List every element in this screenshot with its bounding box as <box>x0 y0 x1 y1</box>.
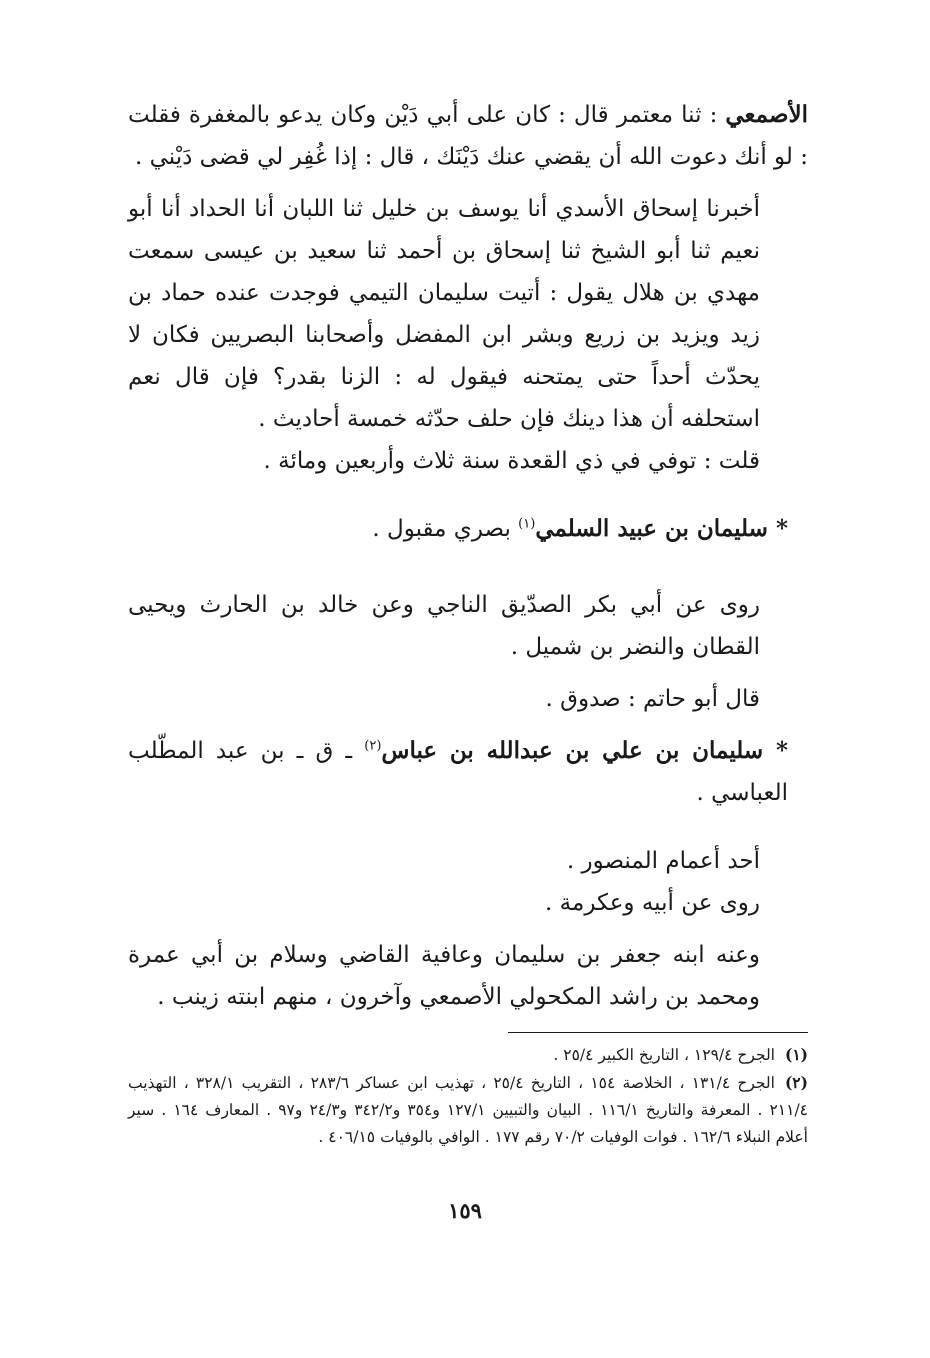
paragraph-uncle: أحد أعمام المنصور . <box>566 848 760 874</box>
entry-heading-sulayman-ali <box>128 730 808 814</box>
paragraph-lead-name: الأصمعي <box>725 101 808 128</box>
paragraph-narrated-from-father: روى عن أبيه وعكرمة . <box>545 890 760 916</box>
paragraph-isnad: أخبرنا إسحاق الأسدي أنا يوسف بن خليل ثنا اللبان أنا الحداد أنا أبو نعيم ثنا أبو الشيخ ثنا إسحاق بن أحمد ثنا سعيد بن عيسى سمعت مهدي بن هلال يقول : أتيت سليمان التيمي فوجدت عنده حماد بن زيد ويزيد بن زريع وبشر ابن المفضل وأصحابنا البصريين فكان لا يحدّث أحداً حتى يمتحنه فيقول له : الزنا بقدر؟ فإن قال نعم استحلفه أن هذا دينك فإن حلف حدّثه خمسة أحاديث . <box>128 196 760 432</box>
footnote-text: الجرح ١٣١/٤ ، الخلاصة ١٥٤ ، التاريخ ٢٥/٤ ، تهذيب ابن عساكر ٢٨٣/٦ ، التقريب ٣٢٨/١ ، التهذيب ٢١١/٤ . المعرفة والتاريخ ١١٦/١ . البيان والتبيين ١٢٧/١ و٣٥٤ و٣٤٢/٢ و٢٤/٣ و٩٧ . المعارف ١٦٤ . سير أعلام النبلاء ١٦٢/٦ . فوات الوفيات ٧٠/٢ رقم ١٧٧ . الوافي بالوفيات ٤٠٦/١٥ . <box>128 1074 808 1146</box>
footnote-text: الجرح ١٢٩/٤ ، التاريخ الكبير ٢٥/٤ . <box>553 1046 775 1064</box>
footnote-number: (١) <box>784 1045 808 1064</box>
footnote-ref-1: (١) <box>518 516 536 532</box>
paragraph-asmai <box>128 94 808 178</box>
footnote-number: (٢) <box>784 1073 808 1092</box>
paragraph-students: وعنه ابنه جعفر بن سليمان وعافية القاضي وسلام بن أبي عمرة ومحمد بن راشد المكحولي الأصمعي وآخرون ، منهم ابنته زينب . <box>128 942 760 1010</box>
page-number: ١٥٩ <box>448 1198 482 1223</box>
entry-heading-sulayman-ubayd <box>128 508 808 550</box>
entry-name: سليمان بن عبيد السلمي <box>535 515 768 542</box>
entry-desc: بصري مقبول . <box>372 516 519 542</box>
paragraph-text: : ثنا معتمر قال : كان على أبي دَيْن وكان يدعو بالمغفرة فقلت : لو أنك دعوت الله أن يقضي عنك دَيْنَك ، قال : إذا غُفِر لي قضى دَيْني . <box>128 102 808 170</box>
entry-name: سليمان بن علي بن عبدالله بن عباس <box>381 737 764 764</box>
footnote-ref-2: (٢) <box>364 738 382 754</box>
footnote-1 <box>128 1041 808 1069</box>
paragraph-death-note: قلت : توفي في ذي القعدة سنة ثلاث وأربعين ومائة . <box>263 448 760 474</box>
paragraph-narrated-from: روى عن أبي بكر الصدّيق الناجي وعن خالد بن الحارث ويحيى القطان والنضر بن شميل . <box>128 592 760 660</box>
footnote-2 <box>128 1069 808 1151</box>
footnote-divider <box>508 1032 808 1041</box>
entry-star: * <box>763 737 788 764</box>
paragraph-abu-hatim: قال أبو حاتم : صدوق . <box>545 686 760 712</box>
entry-desc: ـ ق ـ بن عبد المطّلب العباسي . <box>128 738 788 806</box>
entry-star: * <box>767 515 788 542</box>
footnotes-section <box>128 1041 808 1151</box>
